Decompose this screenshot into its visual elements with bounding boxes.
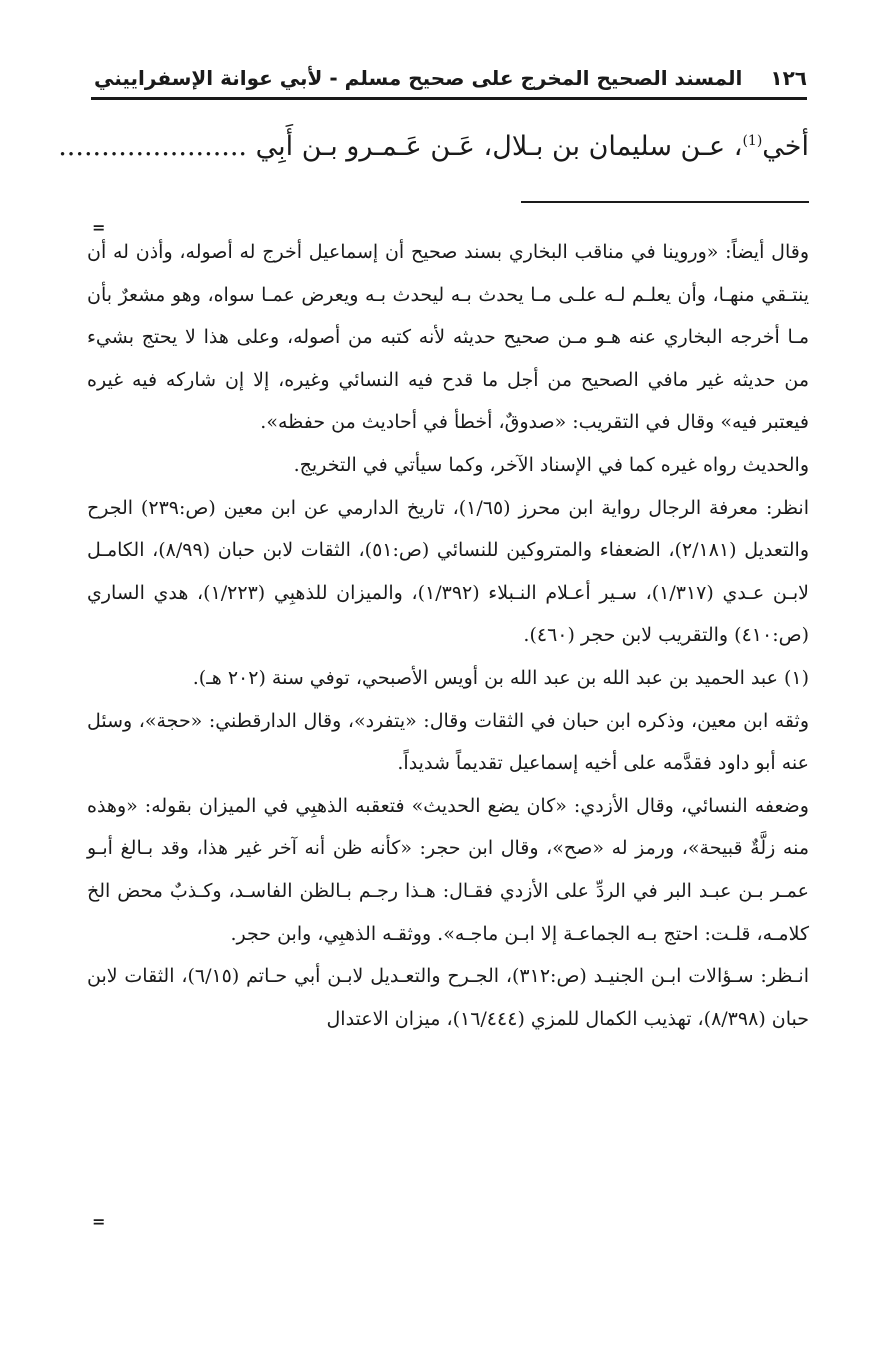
footnote-text: عبد الحميد بن عبد الله بن عبد الله بن أويس الأصبحي، توفي سنة (٢٠٢ هـ).	[192, 666, 778, 689]
header-rule	[91, 97, 807, 100]
footnote-separator	[521, 201, 809, 203]
footnote-paragraph: والحديث رواه غيره كما في الإسناد الآخر، وكما سيأتي في التخريج.	[293, 453, 809, 476]
footnote-paragraph: انظر: معرفة الرجال رواية ابن محرز (١/٦٥)، تاريخ الدارمي عن ابن معين (ص:٢٣٩) الجرح والتعديل (٢/١٨١)، الضعفاء والمتروكين للنسائي (ص:٥١)، الثقات لابن حبان (٨/٩٩)، الكامـل لابـن عـدي (١/٣١٧)، سـير أعـلام النـبلاء (١/٣٩٢)، والميزان للذهبِي (١/٢٢٣)، هدي الساري (ص:٤١٠) والتقريب لابن حجر (٤٦٠).	[87, 496, 809, 647]
footnote-paragraph: انـظر: سـؤالات ابـن الجنيـد (ص:٣١٢)، الجـرح والتعـديل لابـن أبي حـاتم (٦/١٥)، الثقات لابن حبان (٨/٣٩٨)، تهذيب الكمال للمزي (١٦/٤٤٤)، ميزان الاعتدال	[87, 965, 809, 1030]
page-number: ١٢٦	[770, 66, 807, 90]
continuation-marker-top: =	[92, 218, 106, 237]
book-title: المسند الصحيح المخرج على صحيح مسلم - لأبي عوانة الإسفراييني	[93, 66, 743, 90]
hadith-chain-line	[58, 112, 809, 176]
footnote-paragraph: وثقه ابن معين، وذكره ابن حبان في الثقات وقال: «يتفرد»، وقال الدارقطني: «حجة»، وسئل عنه أبو داود فقدَّمه على أخيه إسماعيل تقديماً شديداً.	[87, 709, 809, 775]
chain-word: أخي	[762, 131, 809, 162]
chain-dots: ......................	[58, 131, 248, 162]
footnotes-section	[87, 231, 809, 1040]
footnote-paragraph: وضعفه النسائي، وقال الأزدي: «كان يضع الحديث» فتعقبه الذهبِي في الميزان بقوله: «وهذه منه زلَّةٌ قبيحة»، ورمز له «صح»، وقال ابن حجر: «كأنه ظن أنه آخر غير هذا، وقد بـالغ أبـو عمـر بـن عبـد البر في الردِّ على الأزدي فقـال: هـذا رجـم بـالظن الفاسـد، وكـذبٌ محض الخ كلامـه، قلـت: احتج بـه الجماعـة إلا ابـن ماجـه». ووثقـه الذهبِي، وابن حجر.	[87, 794, 809, 945]
chain-text: ، عـن سليمان بن بـلال، عَـن عَـمـرو بـن أَبِي	[255, 131, 743, 162]
footnote-number: (١)	[783, 666, 809, 689]
continuation-marker-bottom: =	[92, 1212, 106, 1231]
running-header	[91, 60, 807, 96]
footnote-paragraph: وقال أيضاً: «وروينا في مناقب البخاري بسند صحيح أن إسماعيل أخرج له أصوله، وأذن له أن ينتـقي منهـا، وأن يعلـم لـه علـى مـا يحدث بـه ليحدث بـه ويعرض عمـا سواه، وهو مشعرٌ بأن مـا أخرجه البخاري عنه هـو مـن صحيح حديثه لأنه كتبه من أصوله، وعلى هذا لا يحتج بشيء من حديثه غير مافي الصحيح من أجل ما قدح فيه النسائي وغيره، إلا إن شاركه فيه غيره فيعتبر فيه» وقال في التقريب: «صدوقٌ، أخطأ في أحاديث من حفظه».	[87, 241, 809, 434]
footnote-entry	[87, 657, 809, 700]
footnote-reference: (1)	[742, 133, 763, 149]
